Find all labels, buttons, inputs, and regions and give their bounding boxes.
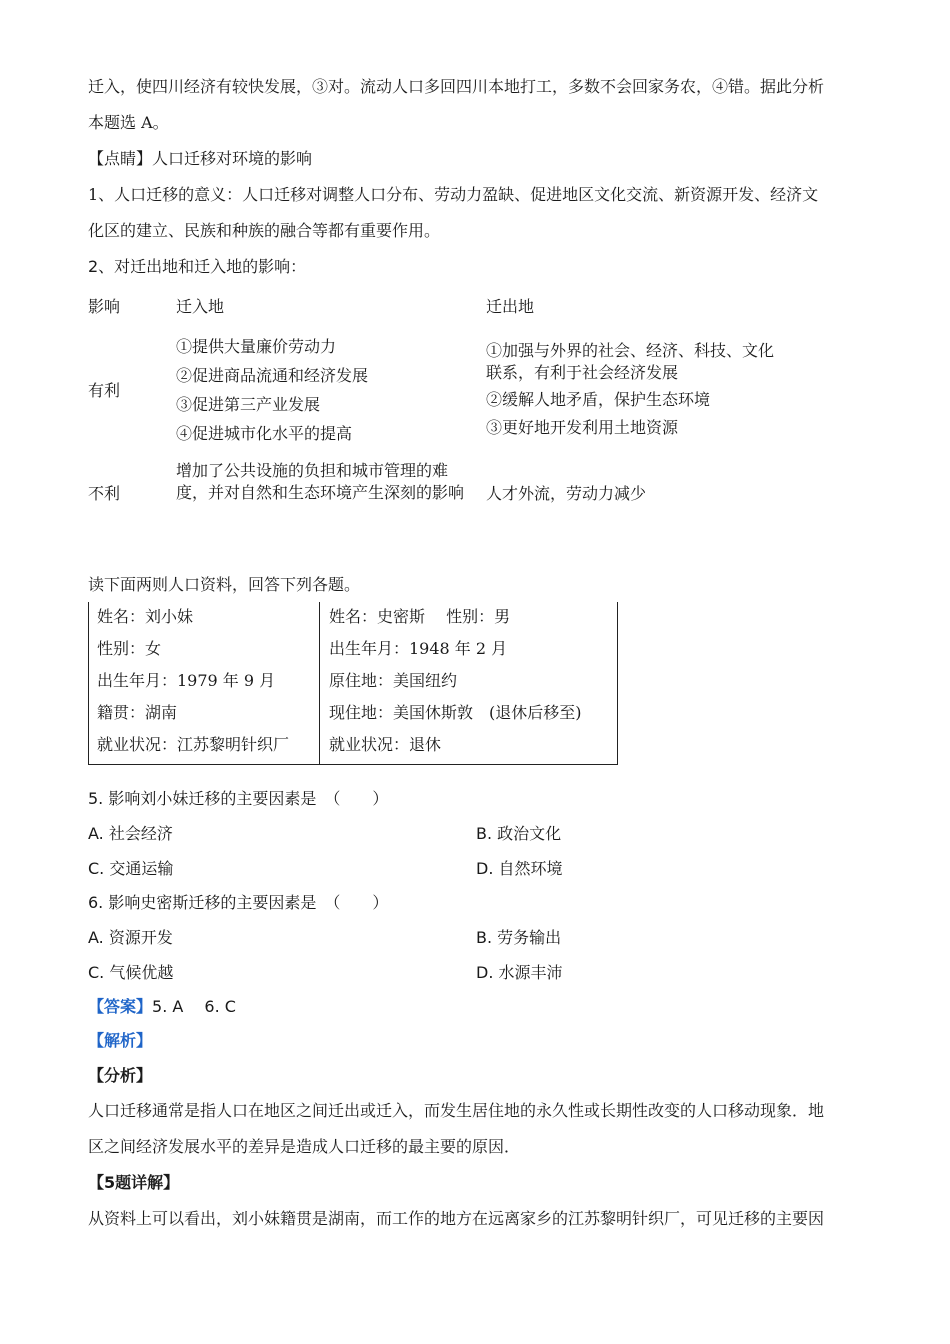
record-left-employment: 就业状况：江苏黎明针织厂 xyxy=(97,735,290,754)
fenxi-line-2: 区之间经济发展水平的差异是造成人口迁移的最主要的原因． xyxy=(88,1137,521,1156)
answer-value: 5. A 6. C xyxy=(152,997,236,1016)
row-label-favorable: 有利 xyxy=(88,381,121,400)
question-5-option-b: B. 政治文化 xyxy=(476,824,562,843)
tip-paragraph-2: 2、对迁出地和迁入地的影响： xyxy=(88,257,307,276)
favorable-in-2: ②促进商品流通和经济发展 xyxy=(176,366,369,385)
intro-line-2: 本题选 A。 xyxy=(88,113,169,132)
question-5-option-d: D. 自然环境 xyxy=(476,859,563,878)
intro-line-1: 迁入，使四川经济有较快发展，③对。流动人口多回四川本地打工，多数不会回家务农，④错。据此分析 xyxy=(88,77,825,96)
question-6-stem: 6. 影响史密斯迁移的主要因素是 （ ） xyxy=(88,893,389,912)
fenxi-heading: 【分析】 xyxy=(88,1066,153,1085)
favorable-in-3: ③促进第三产业发展 xyxy=(176,395,321,414)
table-header-out: 迁出地 xyxy=(486,297,535,316)
question-5-option-a: A. 社会经济 xyxy=(88,824,173,843)
table-header-impact: 影响 xyxy=(88,297,121,316)
favorable-out-1: ①加强与外界的社会、经济、科技、文化联系，有利于社会经济发展 xyxy=(486,341,775,382)
detail-5-line-1: 从资料上可以看出，刘小妹籍贯是湖南，而工作的地方在远离家乡的江苏黎明针织厂，可见迁移的主要因 xyxy=(88,1209,825,1228)
record-right-name: 姓名：史密斯 性别：男 xyxy=(329,607,511,626)
record-right-current: 现住地：美国休斯敦 (退休后移至) xyxy=(329,703,582,722)
unfavorable-out: 人才外流，劳动力减少 xyxy=(486,484,647,503)
record-left-name: 姓名：刘小妹 xyxy=(97,607,194,626)
record-divider xyxy=(319,602,320,764)
answer-line xyxy=(88,990,236,1024)
question-5-stem: 5. 影响刘小妹迁移的主要因素是 （ ） xyxy=(88,789,389,808)
question-6-option-b: B. 劳务输出 xyxy=(476,928,562,947)
record-right-birth: 出生年月：1948 年 2 月 xyxy=(329,639,508,658)
detail-5-heading: 【5题详解】 xyxy=(88,1173,180,1192)
favorable-out-3: ③更好地开发利用土地资源 xyxy=(486,418,679,437)
table-header-in: 迁入地 xyxy=(176,297,225,316)
record-right-former: 原住地：美国纽约 xyxy=(329,671,458,690)
question-5-option-c: C. 交通运输 xyxy=(88,859,174,878)
favorable-out-2: ②缓解人地矛盾，保护生态环境 xyxy=(486,390,711,409)
fenxi-line-1: 人口迁移通常是指人口在地区之间迁出或迁入，而发生居住地的永久性或长期性改变的人口移动现象．地 xyxy=(88,1101,825,1120)
row-label-unfavorable: 不利 xyxy=(88,484,121,503)
tip-heading: 【点睛】人口迁移对环境的影响 xyxy=(88,149,313,168)
question-6-option-d: D. 水源丰沛 xyxy=(476,963,563,982)
record-left-birth: 出生年月：1979 年 9 月 xyxy=(97,671,276,690)
tip-paragraph-1-line-1: 1、人口迁移的意义：人口迁移对调整人口分布、劳动力盈缺、促进地区文化交流、新资源开发、经济文 xyxy=(88,185,819,204)
favorable-in-1: ①提供大量廉价劳动力 xyxy=(176,337,337,356)
answer-label: 【答案】 xyxy=(88,997,153,1016)
tip-paragraph-1-line-2: 化区的建立、民族和种族的融合等都有重要作用。 xyxy=(88,221,441,240)
record-right-employment: 就业状况：退休 xyxy=(329,735,442,754)
question-6-option-c: C. 气候优越 xyxy=(88,963,174,982)
person-records-table xyxy=(88,602,618,765)
question-6-option-a: A. 资源开发 xyxy=(88,928,173,947)
unfavorable-in: 增加了公共设施的负担和城市管理的难度，并对自然和生态环境产生深刻的影响 xyxy=(176,461,465,502)
reading-prompt: 读下面两则人口资料，回答下列各题。 xyxy=(88,575,361,594)
record-left-sex: 性别：女 xyxy=(97,639,162,658)
favorable-in-4: ④促进城市化水平的提高 xyxy=(176,424,353,443)
analysis-label: 【解析】 xyxy=(88,1031,153,1050)
record-left-origin: 籍贯：湖南 xyxy=(97,703,178,722)
